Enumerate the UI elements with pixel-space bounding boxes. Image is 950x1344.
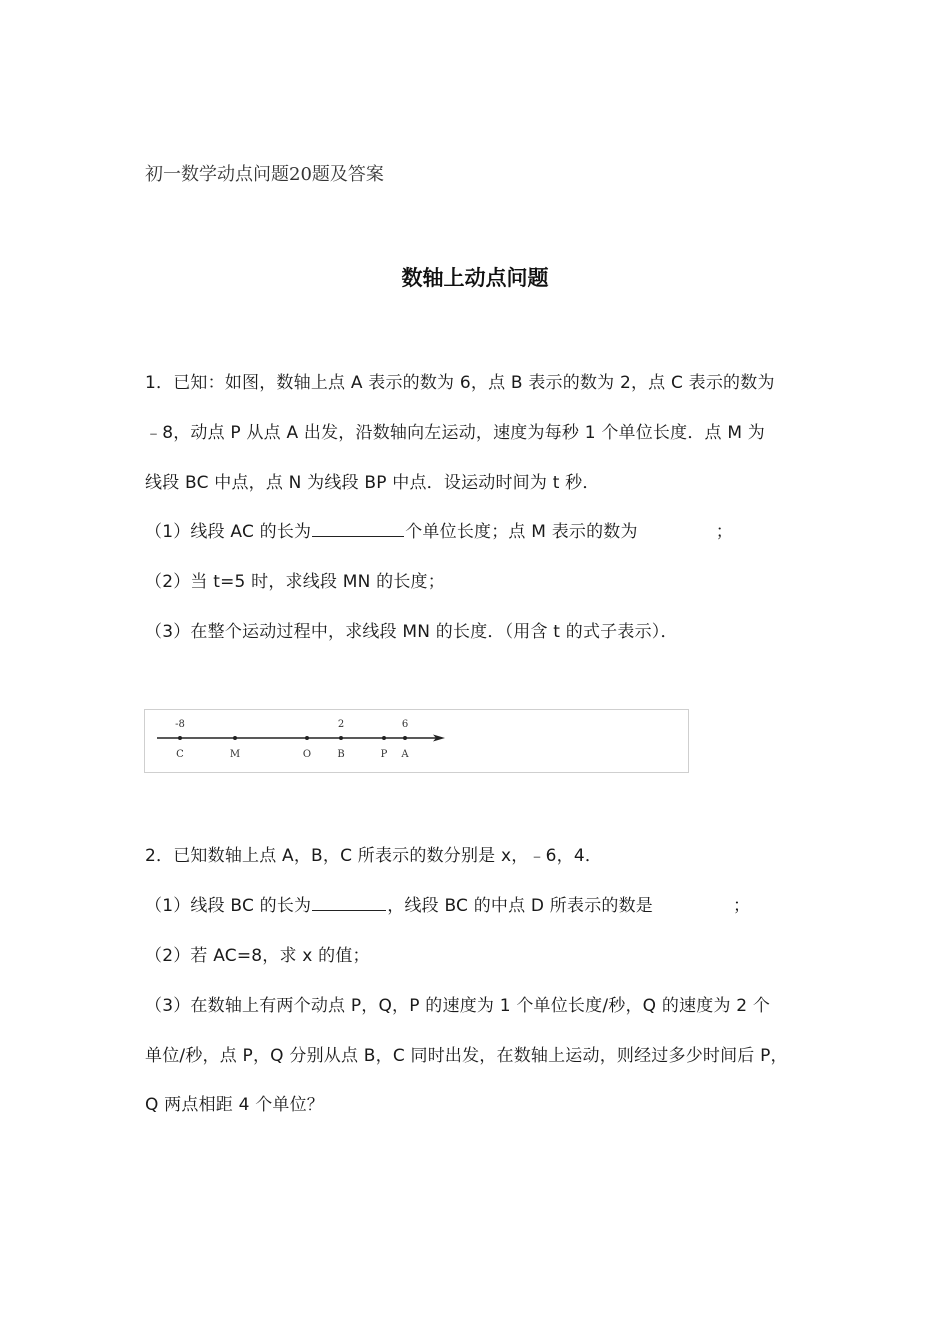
q2-part-2: （2）若 AC=8，求 x 的值； [145, 946, 370, 966]
point-a-value: 6 [401, 719, 409, 730]
point-c-label: C [176, 749, 184, 760]
point-b-dot [339, 736, 343, 740]
point-a-label: A [401, 749, 409, 760]
point-b-value: 2 [337, 719, 345, 730]
point-c-value: -8 [175, 719, 185, 730]
answer-blank [312, 893, 386, 911]
point-c-dot [178, 736, 182, 740]
point-b-label: B [337, 749, 345, 760]
q2-part-3-line-2: 单位/秒，点 P，Q 分别从点 B，C 同时出发，在数轴上运动，则经过多少时间后 P， [145, 1046, 788, 1066]
q1-part-1-text-c: ； [715, 522, 733, 542]
answer-blank [312, 519, 404, 537]
section-title: 数轴上动点问题 [401, 266, 549, 290]
q1-line-3: 线段 BC 中点，点 N 为线段 BP 中点．设运动时间为 t 秒． [145, 473, 600, 493]
q2-part-1-text-a: （1）线段 BC 的长为 [145, 896, 312, 916]
q2-part-3-line-1: （3）在数轴上有两个动点 P，Q，P 的速度为 1 个单位长度/秒，Q 的速度为 2 个 [145, 996, 771, 1016]
point-p-dot [382, 736, 386, 740]
q1-line-2: ﹣8，动点 P 从点 A 出发，沿数轴向左运动，速度为每秒 1 个单位长度．点 M 为 [145, 423, 766, 443]
q2-part-3-line-3: Q 两点相距 4 个单位？ [145, 1095, 325, 1115]
point-o-dot [305, 736, 309, 740]
q1-part-3: （3）在整个运动过程中，求线段 MN 的长度．（用含 t 的式子表示）． [145, 622, 678, 642]
point-o-label: O [302, 749, 312, 760]
q1-part-1-text-a: （1）线段 AC 的长为 [145, 522, 312, 542]
q2-part-1 [145, 891, 750, 916]
q2-part-1-text-c: ； [733, 896, 751, 916]
q2-line-1: 2．已知数轴上点 A，B，C 所表示的数分别是 x，﹣6，4． [145, 846, 603, 866]
point-p-label: P [380, 749, 388, 760]
q1-part-1-text-b: 个单位长度；点 M 表示的数为 [405, 522, 638, 542]
q1-line-1: 1．已知：如图，数轴上点 A 表示的数为 6，点 B 表示的数为 2，点 C 表示的数为 [145, 373, 775, 393]
point-m-label: M [229, 749, 241, 760]
q2-part-1-text-b: ，线段 BC 的中点 D 所表示的数是 [387, 896, 654, 916]
q1-part-2: （2）当 t=5 时，求线段 MN 的长度； [145, 572, 445, 592]
point-a-dot [403, 736, 407, 740]
q1-part-1 [145, 517, 733, 542]
point-m-dot [233, 736, 237, 740]
document-header: 初一数学动点问题20题及答案 [145, 164, 384, 185]
number-line-figure [144, 709, 689, 773]
